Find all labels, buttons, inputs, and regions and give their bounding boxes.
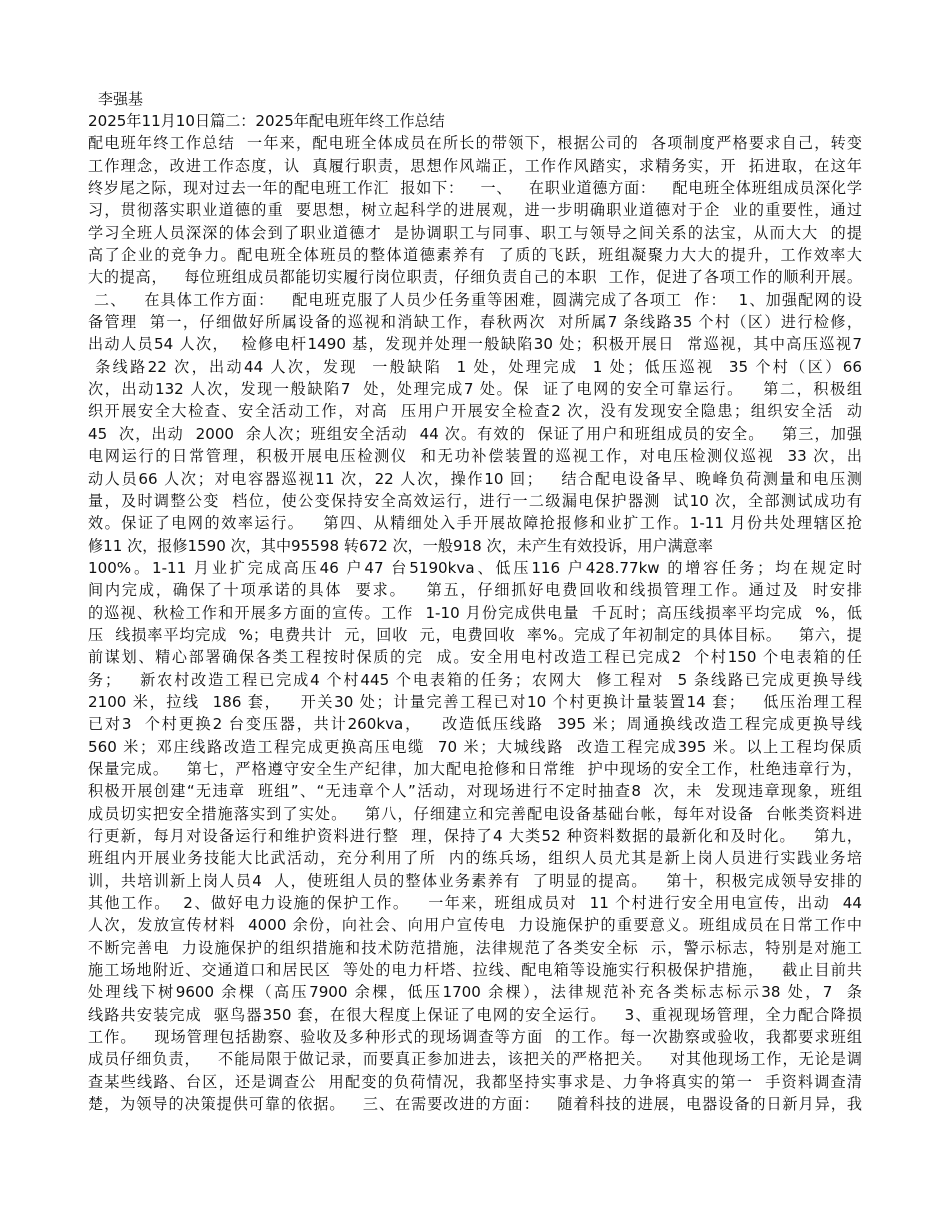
- text-line: 量，及时调整公变 档位，使公变保持安全高效运行，进行一二级漏电保护器测 试10 次，全部测试成功有: [88, 491, 862, 510]
- text-line: 次，出动132 人次，发现一般缺陷7 处，处理完成7 处。保 证了电网的安全可靠运行。 第二，积极组: [88, 380, 862, 399]
- text-line: 查某些线路、台区，还是调查公 用配变的负荷情况，我都坚持实事求是、力争将真实的第一 手资料调查清: [88, 1072, 862, 1091]
- text-line: 压 线损率平均完成 %；电费共计 元，回收 元，电费回收 率%。完成了年初制定的具体目标。 第六，提: [88, 625, 862, 644]
- text-line: 成员切实把安全措施落实到了实处。 第八，仔细建立和完善配电设备基础台帐，每年对设备 台帐类资料进: [88, 804, 862, 823]
- text-line: 学习全班人员深深的体会到了职业道德才 是协调职工与同事、职工与领导之间关系的法宝，从而大大 的提: [88, 223, 862, 242]
- text-line: 2100 米，拉线 186 套， 开关30 处；计量完善工程已对10 个村更换计量装置14 套； 低压治理工程: [88, 692, 862, 711]
- text-line: 行更新，每月对设备运行和维护资料进行整 理，保持了4 大类52 种资料数据的最新化和及时化。 第九，: [88, 827, 862, 845]
- text-line: 大的提高， 每位班组成员都能切实履行岗位职责，仔细负责自己的本职 工作，促进了各项工作的顺利开展。: [88, 268, 862, 287]
- text-line: 动人员66 人次；对电容器巡视11 次，22 人次，操作10 回； 结合配电设备早、晚峰负荷测量和电压测: [88, 469, 862, 488]
- text-line: 积极开展创建“无违章 班组”、“无违章个人”活动，对现场进行不定时抽查8 次，未 发现违章现象，班组: [88, 782, 862, 801]
- text-line: 100%。1-11 月业扩完成高压46 户47 台5190kva、低压116 户428.77kw 的增容任务；均在规定时: [88, 558, 862, 577]
- text-line: 训，共培训新上岗人员4 人，使班组人员的整体业务素养有 了明显的提高。 第十，积极完成领导安排的: [88, 871, 862, 890]
- text-line: 2025年11月10日篇二：2025年配电班年终工作总结: [88, 112, 445, 130]
- text-line: 班组内开展业务技能大比武活动，充分利用了所 内的练兵场，组织人员尤其是新上岗人员进行实践业务培: [88, 849, 862, 868]
- text-line: 工作。 现场管理包括勘察、验收及多种形式的现场调查等方面 的工作。每一次勘察或验收，我都要求班组: [88, 1028, 862, 1047]
- text-line: 二、 在具体工作方面： 配电班克服了人员少任务重等困难，圆满完成了各项工 作： 1、加强配网的设: [88, 290, 862, 309]
- text-line: 保量完成。 第七，严格遵守安全生产纪律，加大配电抢修和日常维 护中现场的安全工作，杜绝违章行为，: [88, 759, 862, 778]
- text-line: 效。保证了电网的效率运行。 第四、从精细处入手开展故障抢报修和业扩工作。1-11 月份共处理辖区抢: [88, 514, 862, 533]
- text-line: 务； 新农村改造工程已完成4 个村445 个电表箱的任务；农网大 修工程对 5 条线路已完成更换导线: [88, 670, 862, 689]
- text-line: 不断完善电 力设施保护的组织措施和技术防范措施，法律规范了各类安全标 示，警示标志，特别是对施工: [88, 938, 862, 957]
- text-line: 终岁尾之际，现对过去一年的配电班工作汇 报如下： 一、 在职业道德方面： 配电班全体班组成员深化学: [88, 179, 862, 198]
- text-line: 人次，发放宣传材料 4000 余份，向社会、向用户宣传电 力设施保护的重要意义。班组成员在日常工作中: [88, 916, 862, 935]
- text-line: 电网运行的日常管理，积极开展电压检测仪 和无功补偿装置的巡视工作，对电压检测仪巡视 33 次，出: [88, 447, 862, 466]
- text-line: 出动人员54 人次， 检修电杆1490 基，发现并处理一般缺陷30 处；积极开展日 常巡视，其中高压巡视7: [88, 335, 862, 354]
- text-line: 条线路22 次，出动44 人次，发现 一般缺陷 1 处，处理完成 1 处；低压巡视 35 个村（区）66: [88, 357, 862, 376]
- author-name: 李强基: [98, 90, 144, 108]
- text-line: 已对3 个村更换2 台变压器，共计260kva， 改造低压线路 395 米；周通换线改造工程完成更换导线: [88, 715, 862, 734]
- text-line: 间内完成，确保了十项承诺的具体 要求。 第五，仔细抓好电费回收和线损管理工作。通过及 时安排: [88, 581, 862, 600]
- text-line: 配电班年终工作总结 一年来，配电班全体成员在所长的带领下，根据公司的 各项制度严格要求自己，转变: [88, 134, 862, 153]
- text-line: 习，贯彻落实职业道德的重 要思想，树立起科学的进展观，进一步明确职业道德对于企 业的重要性，通过: [88, 201, 862, 220]
- text-line: 560 米；邓庄线路改造工程完成更换高压电缆 70 米；大城线路 改造工程完成395 米。以上工程均保质: [88, 737, 862, 756]
- text-line: 施工场地附近、交通道口和居民区 等处的电力杆塔、拉线、配电箱等设施实行积极保护措施， 截止目前共: [88, 961, 862, 980]
- text-line: 楚，为领导的决策提供可靠的依据。 三、在需要改进的方面： 随着科技的进展，电器设备的日新月异，我: [88, 1095, 862, 1114]
- document-body: [88, 110, 870, 1115]
- text-line: 修11 次，报修1590 次，其中95598 转672 次，一般918 次，未产生有效投诉，用户满意率: [88, 536, 713, 555]
- text-line: 工作理念，改进工作态度，认 真履行职责，思想作风端正，工作作风踏实，求精务实，开 拓进取，在这年: [88, 156, 862, 175]
- text-line: 成员仔细负责， 不能局限于做记录，而要真正参加进去，该把关的严格把关。 对其他现场工作，无论是调: [88, 1050, 862, 1069]
- text-line: 备管理 第一，仔细做好所属设备的巡视和消缺工作，春秋两次 对所属7 条线路35 个村（区）进行检修，: [88, 313, 862, 332]
- text-line: 前谋划、精心部署确保各类工程按时保质的完 成。安全用电村改造工程已完成2 个村150 个电表箱的任: [88, 648, 862, 667]
- text-line: 织开展安全大检查、安全活动工作，对高 压用户开展安全检查2 次，没有发现安全隐患；组织安全活 动: [88, 402, 862, 421]
- text-line: 其他工作。 2、做好电力设施的保护工作。 一年来，班组成员对 11 个村进行安全用电宣传，出动 44: [88, 894, 862, 913]
- text-line: 处理线下树9600 余棵（高压7900 余棵，低压1700 余棵），法律规范补充各类标志标示38 处，7 条: [88, 983, 862, 1002]
- text-line: 45 次，出动 2000 余人次；班组安全活动 44 次。有效的 保证了用户和班组成员的安全。 第三，加强: [88, 424, 862, 443]
- text-line: 的巡视、秋检工作和开展多方面的宣传。工作 1-10 月份完成供电量 千瓦时；高压线损率平均完成 %，低: [88, 603, 862, 622]
- text-line: 线路共安装完成 驱鸟器350 套，在很大程度上保证了电网的安全运行。 3、重视现场管理，全力配合降损: [88, 1005, 862, 1024]
- text-line: 高了企业的竞争力。配电班全体班员的整体道德素养有 了质的飞跃，班组凝聚力大大的提升，工作效率大: [88, 246, 862, 265]
